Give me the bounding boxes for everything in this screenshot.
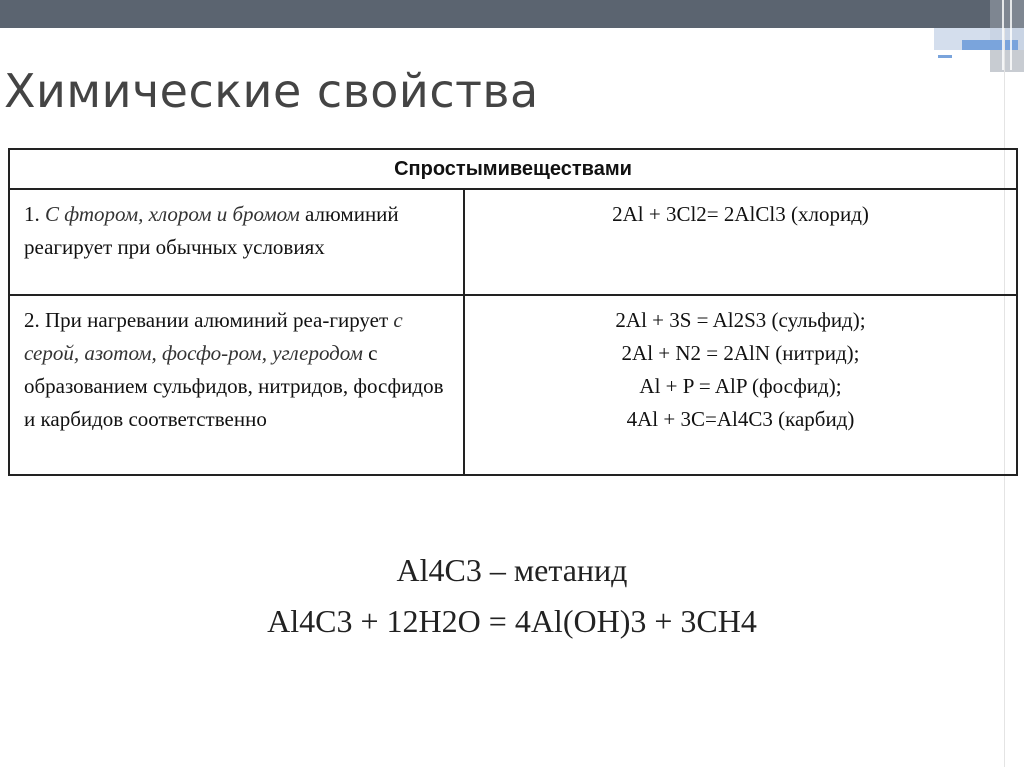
row2-description [9,295,464,475]
hydrolysis-equation: Al4C3 + 12H2O = 4Al(OH)3 + 3CH4 [267,603,757,639]
row2-text-start: При нагревании алюминий реа-гирует [45,308,389,332]
equation-carbide: 4Al + 3C=Al4C3 (карбид) [626,407,855,431]
slide-top-bar [0,0,1024,28]
row2-equations [464,295,1017,475]
methanide-label: Al4C3 – метанид [396,552,628,588]
row1-equation: 2Al + 3Cl2= 2AlCl3 (хлорид) [612,202,869,226]
row2-italic-text: с серой, азотом, фосфо-ром, углеродом [24,308,403,365]
equation-nitride: 2Al + N2 = 2AlN (нитрид); [621,341,860,365]
row1-text: алюминий реагирует при обычных условиях [24,202,399,259]
equation-phosphide: Al + P = AlP (фосфид); [639,374,842,398]
table-row [9,295,1017,475]
equation-sulfide: 2Al + 3S = Al2S3 (сульфид); [615,308,866,332]
slide-title: Химические свойства [4,64,539,118]
row1-italic-text: С фтором, хлором и бромом [45,202,300,226]
table-header: Спростымивеществами [9,149,1017,189]
table-row [9,189,1017,295]
row1-equations [464,189,1017,295]
row1-description [9,189,464,295]
row2-text-end: с образованием сульфидов, нитридов, фосфидов и карбидов соответственно [24,341,444,431]
row2-number: 2. [24,308,40,332]
row1-number: 1. [24,202,40,226]
reactions-table [8,148,1018,476]
slide-corner-decoration [934,0,1024,72]
